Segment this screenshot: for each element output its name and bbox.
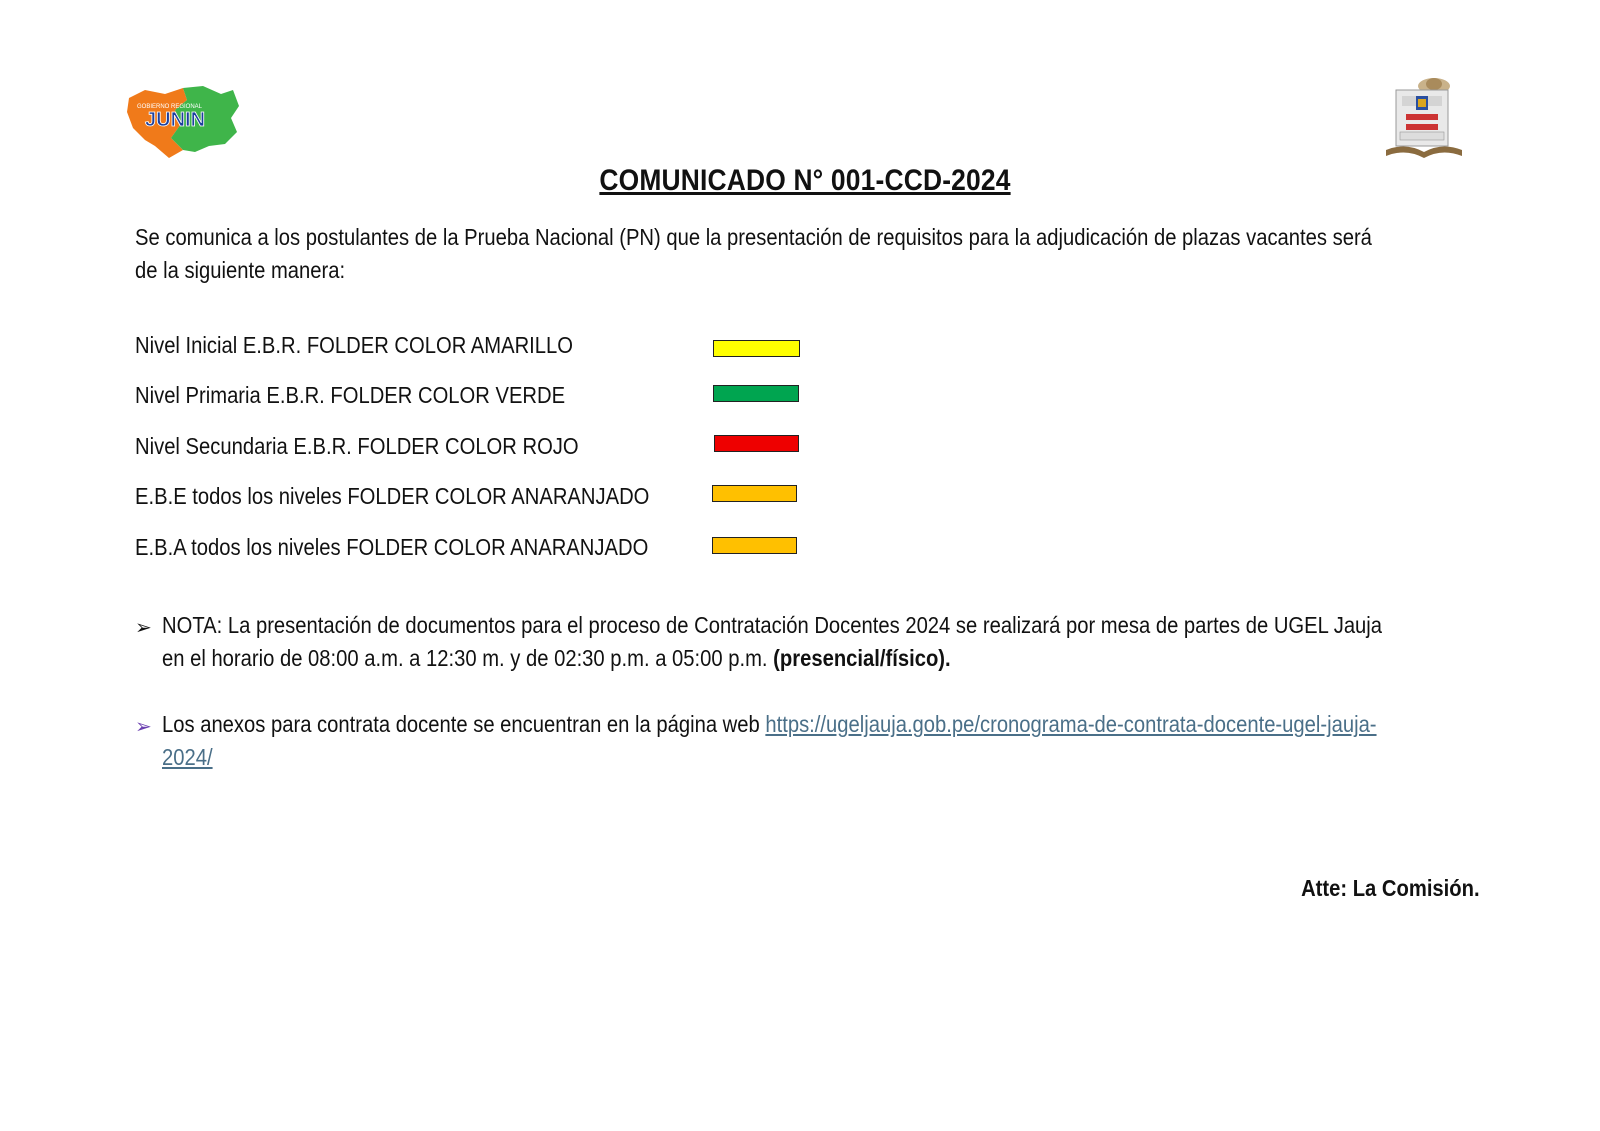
nota-paragraph	[162, 609, 1581, 675]
intro-line-2: de la siguiente manera:	[135, 257, 346, 283]
folder-color-swatch-anaranjado-ebe	[712, 485, 797, 502]
svg-text:JUNIN: JUNIN	[145, 109, 206, 131]
intro-line-1: Se comunica a los postulantes de la Prueba Nacional (PN) que la presentación de requisitos para la adjudicación de plazas vacantes será	[135, 224, 1372, 250]
arrow-bullet-icon: ➢	[135, 617, 152, 639]
intro-paragraph	[135, 221, 1573, 287]
page-title: COMUNICADO N° 001-CCD-2024	[599, 164, 1011, 197]
junin-region-logo	[125, 80, 245, 162]
nota-bold-text: (presencial/físico).	[773, 645, 951, 671]
level-ebe-label: E.B.E todos los niveles FOLDER COLOR ANARANJADO	[135, 483, 650, 509]
level-eba-label: E.B.A todos los niveles FOLDER COLOR ANARANJADO	[135, 534, 649, 560]
anexos-line-2	[162, 741, 1377, 774]
folder-color-swatch-amarillo	[713, 340, 800, 357]
anexos-line-1	[162, 708, 1377, 741]
svg-text:GOBIERNO REGIONAL: GOBIERNO REGIONAL	[137, 104, 203, 110]
anexos-link[interactable]: https://ugeljauja.gob.pe/cronograma-de-contrata-docente-ugel-jauja-	[765, 711, 1377, 737]
signature: Atte: La Comisión.	[1301, 875, 1480, 901]
ugel-jauja-emblem	[1382, 72, 1466, 158]
arrow-bullet-icon: ➢	[135, 716, 152, 738]
nota-line-2-text: en el horario de 08:00 a.m. a 12:30 m. y de 02:30 p.m. a 05:00 p.m.	[162, 645, 768, 671]
nota-line-2	[162, 642, 1382, 675]
folder-color-swatch-verde	[713, 385, 799, 402]
folder-color-swatch-rojo	[714, 435, 799, 452]
level-inicial-label: Nivel Inicial E.B.R. FOLDER COLOR AMARILLO	[135, 332, 574, 358]
anexos-link-continuation[interactable]: 2024/	[162, 744, 213, 770]
level-secundaria-label: Nivel Secundaria E.B.R. FOLDER COLOR ROJO	[135, 433, 579, 459]
anexos-text: Los anexos para contrata docente se encuentran en la página web	[162, 711, 760, 737]
anexos-paragraph	[162, 708, 1574, 774]
folder-color-swatch-anaranjado-eba	[712, 537, 797, 554]
level-primaria-label: Nivel Primaria E.B.R. FOLDER COLOR VERDE	[135, 382, 566, 408]
nota-line-1: NOTA: La presentación de documentos para el proceso de Contratación Docentes 2024 se realizará por mesa de partes de UGEL Jauja	[162, 612, 1383, 638]
